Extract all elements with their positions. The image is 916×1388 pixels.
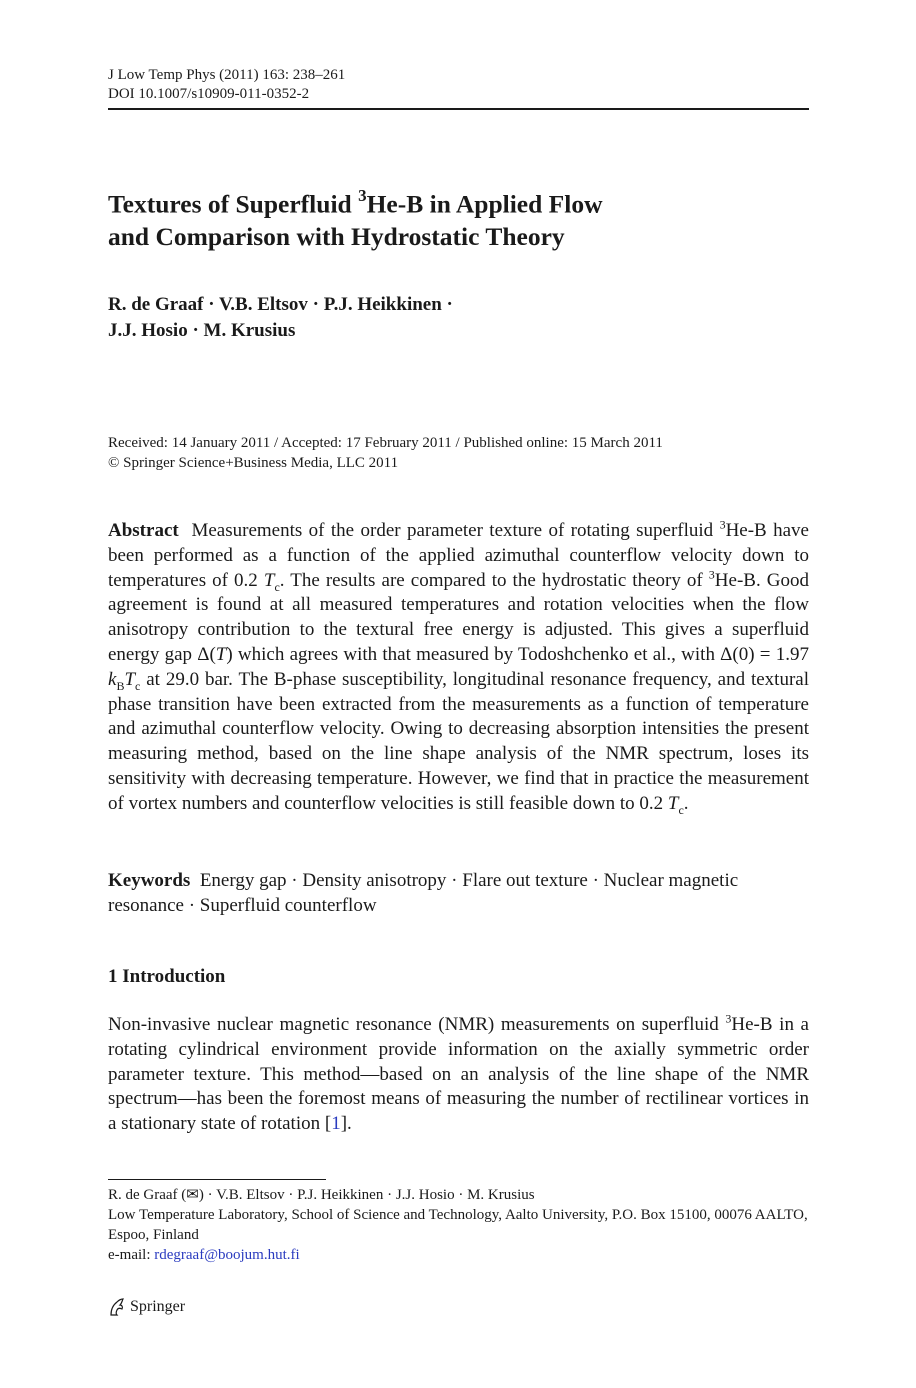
publisher-name: Springer xyxy=(130,1298,186,1315)
keywords: Keywords Energy gap · Density anisotropy · Flare out texture · Nuclear magnetic resonance · Superfluid counterflow xyxy=(108,870,739,916)
publication-dates xyxy=(108,433,663,473)
citation: J Low Temp Phys (2011) 163: 238–261 xyxy=(108,67,346,83)
footnote-authors: R. de Graaf (✉) · V.B. Eltsov · P.J. Heikkinen · J.J. Hosio · M. Krusius xyxy=(108,1187,535,1203)
copyright-line: © Springer Science+Business Media, LLC 2011 xyxy=(108,455,399,471)
footnote xyxy=(108,1185,809,1265)
reference-link-1[interactable]: 1 xyxy=(331,1113,341,1135)
footnote-rule xyxy=(108,1179,326,1180)
footnote-email-line: e-mail: rdegraaf@boojum.hut.fi xyxy=(108,1247,300,1263)
footnote-affiliation: Low Temperature Laboratory, School of Science and Technology, Aalto University, P.O. Box 15100, 00076 AALTO, Espoo, Finland xyxy=(108,1207,808,1243)
abstract: Abstract Measurements of the order parameter texture of rotating superfluid $^3$He-B have been performed as a function of the applied azimuthal counterflow velocity down to temperatures of 0.2 $T_c$. The results are compared to the hydrostatic theory of $^3$He-B. Good agreement is found at all measured temperatures and rotation velocities when the flow anisotropy contribution to the textural free energy is adjusted. This gives a superfluid energy gap Δ(T) which agrees with that measured by Todoshchenko et al., with Δ(0) = 1.97 $k_BT_c$ at 29.0 bar. The B-phase susceptibility, longitudinal resonance frequency, and textural phase transition have been extracted from the measurements as a function of temperature and azimuthal counterflow velocity. Owing to decreasing absorption intensities the present measuring method, based on the line shape analysis of the NMR spectrum, loses its sensitivity with decreasing temperature. However, we find that in practice the measurement of vortex numbers and counterflow velocities is still feasible down to 0.2 $T_c$. xyxy=(108,517,809,817)
journal-header xyxy=(108,66,345,104)
springer-horse-icon xyxy=(108,1297,126,1317)
header-rule xyxy=(108,108,809,110)
publisher-mark xyxy=(108,1297,185,1317)
paper-title: Textures of Superfluid $^3$He-B in Applied Flow and Comparison with Hydrostatic Theory xyxy=(108,186,603,251)
email-link[interactable]: rdegraaf@boojum.hut.fi xyxy=(154,1247,300,1263)
keywords-label: Keywords xyxy=(108,870,191,891)
author-list: R. de Graaf · V.B. Eltsov · P.J. Heikkinen · J.J. Hosio · M. Krusius xyxy=(108,294,453,341)
abstract-label: Abstract xyxy=(108,520,179,541)
doi: DOI 10.1007/s10909-011-0352-2 xyxy=(108,86,310,102)
received-line: Received: 14 January 2011 / Accepted: 17 February 2011 / Published online: 15 March 2011 xyxy=(108,435,663,451)
section-heading-introduction: 1 Introduction xyxy=(108,966,226,987)
introduction-paragraph: Non-invasive nuclear magnetic resonance (NMR) measurements on superfluid $^3$He-B in a rotating cylindrical environment provide information on the axially symmetric order parameter texture. This method—based on an analysis of the line shape of the NMR spectrum—has been the foremost means of measuring the number of rectilinear vortices in a stationary state of rotation [1]. xyxy=(108,1011,809,1135)
